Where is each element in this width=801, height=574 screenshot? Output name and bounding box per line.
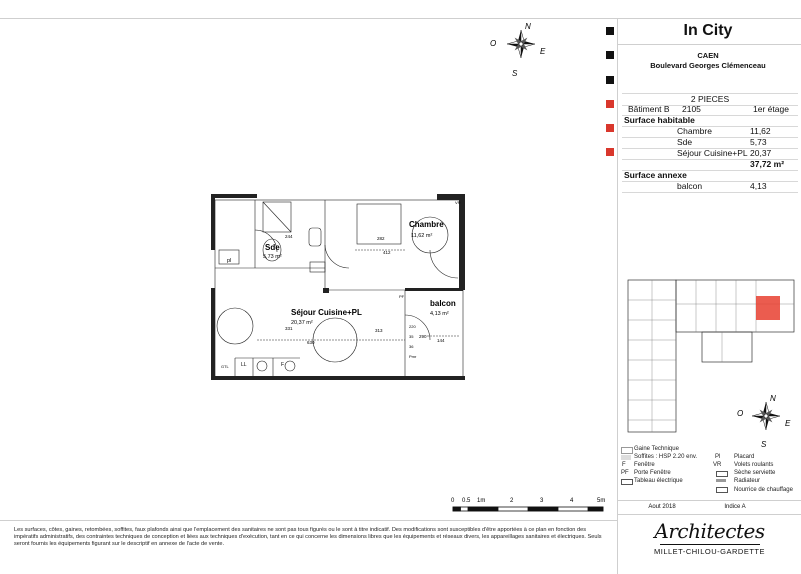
room-name: Chambre (677, 126, 712, 136)
room-area-sejour: 20,37 m² (291, 320, 313, 326)
dim-331: 331 (285, 326, 293, 331)
compass-top-e: E (540, 47, 546, 56)
annex-row (622, 181, 798, 193)
legend-label-2: Fenêtre (634, 462, 655, 468)
plan-bottom-line (0, 520, 617, 521)
unit-highlight (756, 296, 780, 320)
unit-floor: 1er étage (753, 104, 789, 114)
compass-bottom (733, 392, 797, 450)
top-border (0, 18, 801, 19)
architects-logo-name: MILLET-CHILOU-GARDETTE (653, 547, 765, 556)
section-living: Surface habitable (624, 115, 695, 125)
legend-sym-7 (716, 471, 728, 477)
architects-logo-underline (660, 544, 760, 545)
project-title: In City (683, 22, 733, 39)
room-label-sde: Sde (265, 243, 280, 252)
legend-label-4: Tableau électrique (634, 478, 683, 484)
section-annex: Surface annexe (624, 170, 687, 180)
dim-35: 35 (409, 334, 414, 339)
scale-1m: 1m (477, 498, 486, 504)
pf-label: PF (399, 294, 405, 299)
floor-plan (205, 190, 475, 390)
legend-sym-8 (716, 479, 726, 482)
scale-0: 0 (451, 498, 455, 504)
placard-label: pl (227, 258, 232, 264)
compass-bottom-s: S (761, 440, 767, 449)
annex-name: balcon (677, 181, 703, 191)
room-label-chambre: Chambre (409, 220, 444, 229)
fridge-label: F (281, 362, 285, 368)
dim-36: 36 (409, 344, 414, 349)
right-panel-divider (617, 18, 618, 574)
ll-label: LL (241, 362, 247, 368)
building-label: Bâtiment B (628, 104, 670, 114)
legend-sym-4 (621, 479, 633, 485)
legend-label-6: Volets roulants (734, 462, 774, 468)
legend-label-3: Porte Fenêtre (634, 470, 671, 476)
scale-3: 3 (540, 498, 544, 504)
project-address: Boulevard Georges Clémenceau (650, 61, 766, 70)
legend-sym-1 (621, 455, 631, 460)
marker-black-2 (606, 51, 614, 59)
scale-bar (446, 493, 611, 517)
dim-290: 290 (419, 334, 427, 339)
marker-black-3 (606, 76, 614, 84)
legend-label-7: Sèche serviette (734, 470, 776, 476)
legend-sym-6: VR (713, 462, 722, 468)
room-name: Sde (677, 137, 693, 147)
room-area: 5,73 (750, 137, 767, 147)
dim-282: 282 (377, 236, 385, 241)
dim-313: 313 (375, 328, 383, 333)
footer-info-line (618, 500, 801, 501)
footer-info-line-2 (618, 514, 801, 515)
legend-label-5: Placard (734, 454, 755, 460)
dim-630: 630 (307, 340, 315, 345)
scale-05: 0.5 (462, 498, 471, 504)
room-label-sejour: Séjour Cuisine+PL (291, 308, 362, 317)
legend-label-1: Soffites : HSP 2.20 env. (634, 454, 698, 460)
scale-2: 2 (510, 498, 514, 504)
legend-sym-9 (716, 487, 728, 493)
legal-disclaimer: Les surfaces, côtes, gaines, retombées, soffites, faux plafonds ainsi que l'emplacement des sanitaires ne sont pas tous figurés ou le sont à titre indicatif. Des modifications sont susceptibles d'être apportées à ce plan en fonction des impératifs administratifs, des contraintes techniques de conception et liées aux techniques d'exécution, tant en ce qui concerne les dimensions libres que les équipements et réseaux divers, les appareillages sanitaires et électriques. Seuls seront fournis les équipements figurant sur le descriptif en annexe de l'acte de vente. (14, 527, 602, 548)
legend-sym-0 (621, 447, 633, 454)
room-area: 11,62 (750, 126, 771, 136)
title-divider (618, 44, 801, 45)
project-city: CAEN (697, 51, 719, 60)
pmr-label: Pmr (409, 354, 417, 359)
marker-red-3 (606, 148, 614, 156)
legend-sym-5: Pl (715, 454, 721, 460)
annex-area: 4,13 (750, 181, 767, 191)
marker-red-1 (606, 100, 614, 108)
architects-logo-script: Architectes (654, 519, 765, 543)
scale-4: 4 (570, 498, 574, 504)
dim-144: 144 (437, 338, 445, 343)
marker-black-1 (606, 27, 614, 35)
compass-top-s: S (512, 69, 518, 78)
legend-sym-3: PF (621, 470, 629, 476)
dim-412: 412 (383, 250, 391, 255)
legend-label-9: Nourrice de chauffage (734, 487, 793, 493)
scale-5m: 5m (597, 498, 606, 504)
room-name: Séjour Cuisine+PL (677, 148, 748, 158)
total-area: 37,72 m² (750, 159, 785, 169)
room-area-balcon: 4,13 m² (430, 311, 449, 317)
legend-sym-2: F (622, 462, 626, 468)
compass-bottom-e: E (785, 419, 791, 428)
compass-bottom-n: N (770, 394, 776, 403)
compass-top (488, 20, 552, 80)
marker-red-2 (606, 124, 614, 132)
room-label-balcon: balcon (430, 299, 456, 308)
room-area-sde: 5,73 m² (263, 254, 282, 260)
legend-label-8: Radiateur (734, 478, 761, 484)
room-area-chambre: 11,62 m² (411, 233, 433, 239)
legend-label-0: Gaine Technique (634, 446, 679, 452)
compass-top-n: N (525, 22, 531, 31)
compass-top-o: O (490, 39, 497, 48)
vr-label: VR (455, 200, 461, 205)
compass-bottom-o: O (737, 409, 744, 418)
unit-number: 2105 (682, 104, 701, 114)
footer-date: Aout 2018 (648, 504, 676, 510)
room-area: 20,37 (750, 148, 772, 158)
unit-type: 2 PIECES (622, 93, 798, 106)
dim-220: 220 (409, 324, 416, 329)
gtl-label: GTL (221, 364, 229, 369)
footer-index: Indice A (724, 504, 746, 510)
dim-244: 244 (285, 234, 293, 239)
